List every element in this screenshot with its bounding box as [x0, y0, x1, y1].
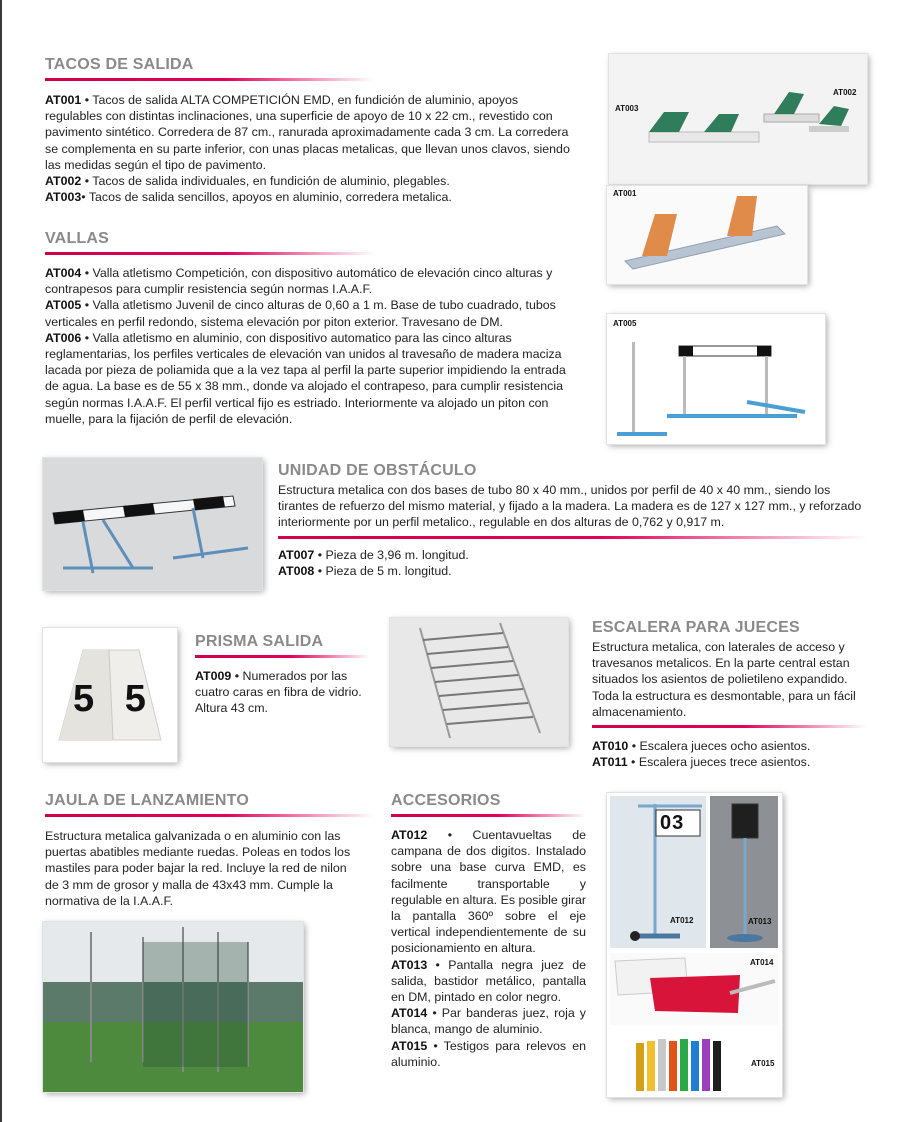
accesorios-text: [391, 827, 586, 1070]
vallas-text: [45, 265, 575, 427]
starting-blocks-illustration: [609, 54, 867, 184]
label-at012: AT012: [670, 916, 694, 925]
label-at013: AT013: [748, 917, 772, 926]
accesorios-item-3: AT014 • Par banderas juez, roja y blanca, mango de aluminio.: [391, 1006, 586, 1037]
escalera-heading: ESCALERA PARA JUECES: [592, 619, 800, 636]
prisma-heading: PRISMA SALIDA: [195, 633, 324, 650]
tacos-item-2: AT002 • Tacos de salida individuales, en fundición de aluminio, plegables.: [45, 174, 450, 189]
vallas-item-1: AT004 • Valla atletismo Competición, con dispositivo automático de elevación cinco alturas y contrapesos para cumplir resistencia según normas I.A.A.F.: [45, 266, 553, 297]
label-at001: AT001: [613, 189, 637, 198]
label-at014: AT014: [750, 958, 774, 967]
accesorios-rule: [391, 814, 586, 817]
photo-starting-block-at001: [607, 186, 807, 284]
label-at002: AT002: [833, 88, 857, 97]
escalera-description: Estructura metalica, con laterales de acceso y travesanos metalicos. En la parte central estan situados los asientos de polietileno expandido. Toda la estructura es desmontable, para un fácil almacenamiento.: [592, 640, 856, 719]
starting-block-at001-illustration: [607, 186, 807, 284]
prisma-item-1: AT009 • Numerados por las cuatro caras en fibra de vidrio. Altura 43 cm.: [195, 669, 362, 716]
photo-throwing-cage: [43, 922, 303, 1092]
tacos-heading: TACOS DE SALIDA: [45, 56, 194, 73]
accesorios-item-1: AT012 • Cuentavueltas de campana de dos digitos. Instalado sobre una base curva EMD, es facilmente transportable y regulable en altura. Es posible girar la pantalla 360º sobre el eje vertical independientemente de su posicionamiento en altura.: [391, 828, 586, 956]
page-left-border: [0, 0, 2, 1122]
obstaculo-items: [278, 547, 858, 579]
label-at003: AT003: [615, 104, 639, 113]
photo-starting-blocks-at003-at002: [609, 54, 867, 184]
accesorios-heading: ACCESORIOS: [391, 792, 501, 809]
photo-judge-flags-at014: [610, 953, 778, 1025]
throwing-cage-illustration: [43, 922, 303, 1092]
vallas-item-3: AT006 • Valla atletismo en aluminio, con dispositivo automatico para las cinco alturas reglamentarias, los perfiles verticales de elevación van unidos al travesaño de madera maciza lacada por pieza de poliamida que a la vez tapa al perfil la parte superior impidiendo la entrada de agua. La base es de 55 x 38 mm., donde va alojado el contrapeso, para cumplir resistencia según normas I.A.A.F. El perfil vertical fijo es estriado. Interiormente va alojado un piton con muelle, para la fijación de perfil de elevación.: [45, 330, 566, 426]
vallas-item-2: AT005 • Valla atletismo Juvenil de cinco alturas de 0,60 a 1 m. Base de tubo cuadrado, tubos verticales en perfil redondo, sistema elevación por piton exterior. Travesano de DM.: [45, 298, 556, 329]
jaula-heading: JAULA DE LANZAMIENTO: [45, 792, 249, 809]
hurdles-illustration: [607, 314, 825, 444]
vallas-heading: VALLAS: [45, 230, 110, 247]
photo-judge-board-at013: [710, 796, 778, 948]
photo-judges-stairs: [390, 618, 568, 746]
label-at005: AT005: [613, 319, 637, 328]
escalera-rule: [592, 725, 867, 728]
obstaculo-rule: [278, 536, 868, 539]
photo-lap-counter-at012: [610, 796, 706, 948]
obstaculo-heading: UNIDAD DE OBSTÁCULO: [278, 462, 477, 479]
photo-relay-batons-at015: [610, 1029, 778, 1093]
escalera-items: [592, 738, 868, 770]
steeplechase-barrier-illustration: [43, 458, 262, 590]
escalera-item-1: AT010 • Escalera jueces ocho asientos.: [592, 739, 811, 753]
jaula-rule: [45, 814, 375, 817]
tacos-item-3: AT003• Tacos de salida sencillos, apoyos en aluminio, corredera metalica.: [45, 190, 452, 205]
obstaculo-description: Estructura metalica con dos bases de tubo 80 x 40 mm., unidos por perfil de 40 x 40 mm., siendo los tirantes de refuerzo del mismo material, y fijado a la madera. La madera es de 127 x 127 mm., y reforzado interiormente por un perfil metalico., regulable en dos alturas de 0,762 y 0,917 m.: [278, 483, 862, 530]
jaula-description: Estructura metalica galvanizada o en aluminio con las puertas abatibles mediante ruedas. Poleas en todos los mastiles para poder bajar la red. Incluye la red de nilon de 3 mm de grosor y malla de 43x43 mm. Cumple la normativa de la I.A.A.F.: [45, 829, 351, 908]
accesorios-item-4: AT015 • Testigos para relevos en aluminio.: [391, 1038, 587, 1069]
judges-stairs-illustration: [390, 618, 568, 746]
lap-counter-digits: 03: [660, 812, 685, 834]
escalera-item-2: AT011 • Escalera jueces trece asientos.: [592, 755, 811, 770]
photo-steeplechase-barrier: [43, 458, 262, 590]
photo-start-prism: [43, 628, 177, 762]
obstaculo-item-2: AT008 • Pieza de 5 m. longitud.: [278, 564, 452, 579]
prisma-rule: [195, 655, 370, 658]
lap-counter-illustration: [610, 796, 706, 948]
prism-digits: 5 5: [73, 678, 156, 720]
photo-hurdles-at005: [607, 314, 825, 444]
photo-accessories-panel: [607, 793, 782, 1097]
accesorios-item-2: AT013 • Pantalla negra juez de salida, bastidor metálico, pantalla en DM, pintado en color negro.: [391, 957, 586, 1005]
obstaculo-item-1: AT007 • Pieza de 3,96 m. longitud.: [278, 548, 469, 562]
tacos-text: [45, 92, 575, 205]
prisma-text: [195, 668, 373, 717]
vallas-rule: [45, 252, 375, 255]
label-at015: AT015: [751, 1059, 775, 1068]
tacos-item-1: AT001 • Tacos de salida ALTA COMPETICIÓN EMD, en fundición de aluminio, apoyos regulables con distintas inclinaciones, una superficie de apoyo de 10 x 22 cm., revestido con pavimento sintético. Corredera de 87 cm., ranurada aproximadamente cada 3 cm. La corredera se complementa en su parte inferior, con unas placas metalicas, que llevan unos clavos, siendo las medidas según el tipo de pavimento.: [45, 93, 570, 172]
tacos-rule: [45, 78, 375, 81]
